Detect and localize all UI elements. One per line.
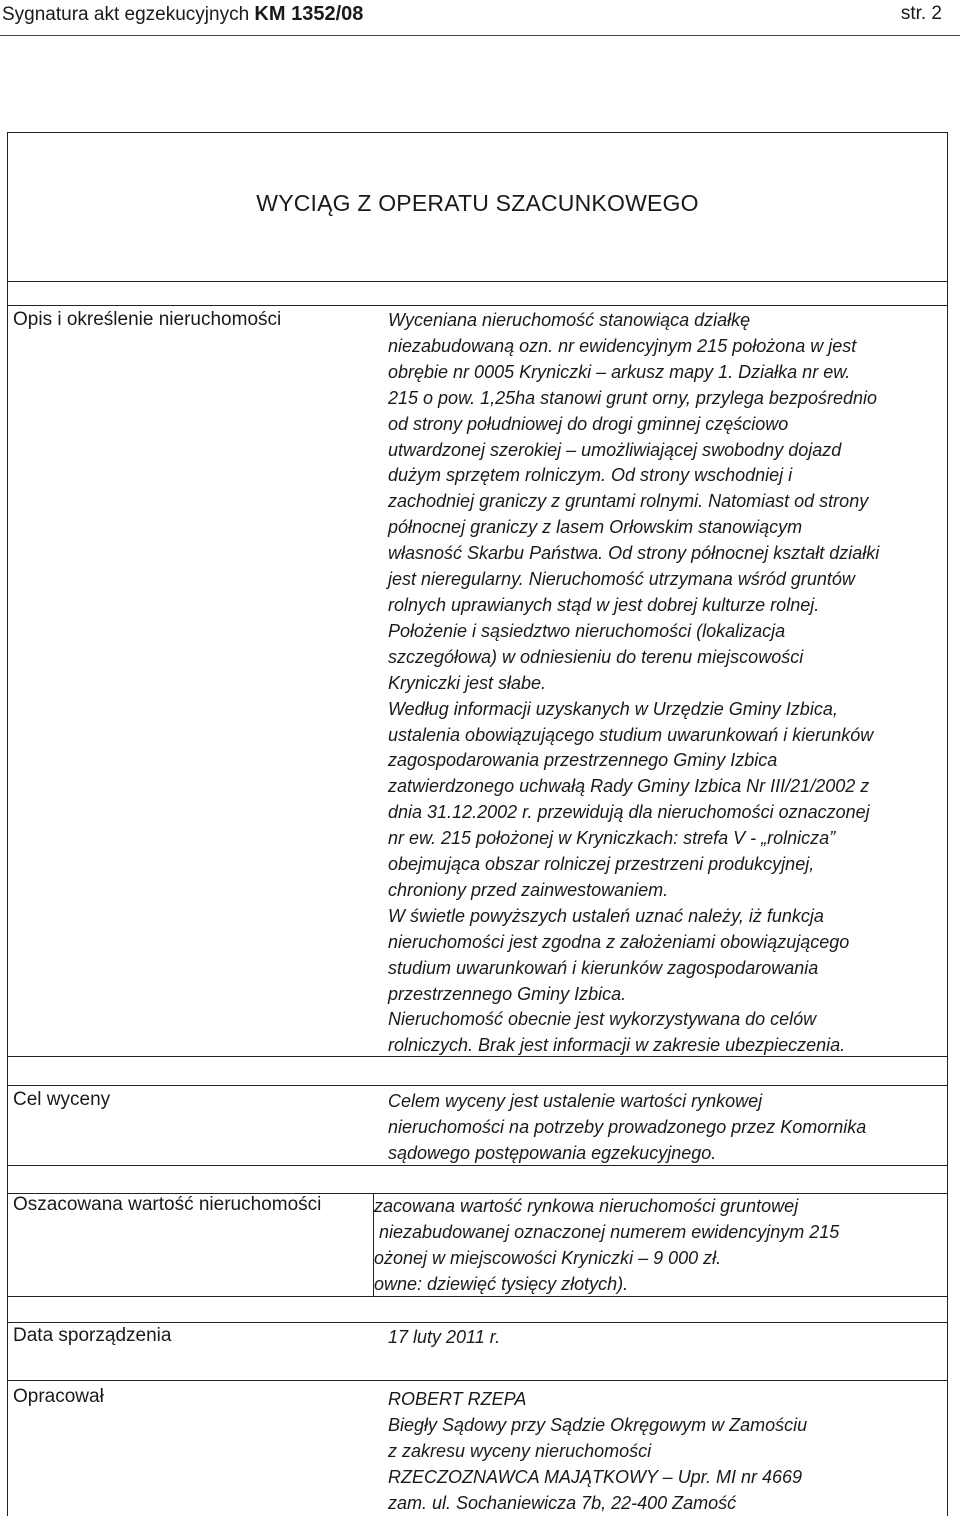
signature-value: KM 1352/08	[254, 3, 364, 25]
text-line: zam. ul. Sochaniewicza 7b, 22-400 Zamość	[388, 1492, 737, 1513]
text-line: Według informacji uzyskanych w Urzędzie Gminy Izbica,	[388, 698, 838, 719]
text-line: jest nieregularny. Nieruchomość utrzymana wśród gruntów	[388, 569, 855, 590]
text-line: obejmująca obszar rolniczej przestrzeni produkcyjnej,	[388, 854, 815, 875]
text-line: zachodniej graniczy z gruntami rolnymi. Natomiast od strony	[388, 491, 869, 512]
description-text	[388, 308, 948, 1059]
text-line: RZECZOZNAWCA MAJĄTKOWY – Upr. MI nr 4669	[388, 1466, 803, 1487]
text-line: chroniony przed zainwestowaniem.	[388, 879, 669, 900]
text-line: niezabudowanej oznaczonej numerem ewidencyjnym 215	[374, 1221, 840, 1242]
text-line: Celem wyceny jest ustalenie wartości rynkowej	[388, 1091, 763, 1111]
page-number: str. 2	[900, 3, 942, 24]
value-text	[374, 1194, 944, 1298]
text-line: zatwierdzonego uchwałą Rady Gminy Izbica Nr III/21/2002 z	[388, 776, 870, 797]
text-line: Nieruchomość obecnie jest wykorzystywana do celów	[388, 1009, 817, 1030]
document-title: WYCIĄG Z OPERATU SZACUNKOWEGO	[256, 190, 699, 216]
text-line: północnej graniczy z lasem Orłowskim stanowiącym	[388, 517, 803, 538]
text-line: dnia 31.12.2002 r. przewidują dla nieruchomości oznaczonej	[388, 802, 870, 823]
text-line: nr ew. 215 położonej w Kryniczkach: strefa V - „rolnicza”	[388, 828, 836, 849]
row-divider	[7, 281, 948, 282]
text-line: utwardzonej szerokiej – umożliwiającej swobodny dojazd	[388, 439, 842, 460]
label-data: Data sporządzenia	[13, 1325, 172, 1346]
text-line: własność Skarbu Państwa. Od strony północnej kształt działki	[388, 543, 880, 564]
text-line: ROBERT RZEPA	[388, 1389, 527, 1409]
text-line: owne: dziewięć tysięcy złotych).	[374, 1273, 629, 1294]
text-line: studium uwarunkowań i kierunków zagospodarowania	[388, 957, 819, 978]
text-line: ożonej w miejscowości Kryniczki – 9 000 zł.	[374, 1247, 722, 1268]
signature-label: Sygnatura akt egzekucyjnych	[2, 4, 250, 25]
text-line: nieruchomości na potrzeby prowadzonego przez Komornika	[388, 1116, 867, 1137]
text-line: zagospodarowania przestrzennego Gminy Izbica	[388, 750, 778, 771]
purpose-text	[388, 1089, 948, 1167]
row-divider	[7, 1322, 948, 1323]
text-line: Biegły Sądowy przy Sądzie Okręgowym w Zamościu	[388, 1414, 808, 1435]
text-line: od strony południowej do drogi gminnej częściowo	[388, 413, 789, 434]
text-line: przestrzennego Gminy Izbica.	[388, 983, 627, 1004]
author-text	[388, 1387, 948, 1517]
label-opracowal: Opracował	[13, 1386, 104, 1407]
text-line: niezabudowaną ozn. nr ewidencyjnym 215 położona w jest	[388, 335, 857, 356]
text-line: zacowana wartość rynkowa nieruchomości gruntowej	[374, 1196, 799, 1216]
text-line: 17 luty 2011 r.	[388, 1327, 501, 1347]
page-header	[0, 0, 960, 36]
text-line: ustalenia obowiązującego studium uwarunkowań i kierunków	[388, 724, 874, 745]
text-line: sądowego postępowania egzekucyjnego.	[388, 1142, 717, 1163]
text-line: Wyceniana nieruchomość stanowiąca działkę	[388, 310, 751, 330]
row-divider	[7, 1085, 948, 1086]
label-opis: Opis i określenie nieruchomości	[13, 309, 282, 330]
case-signature	[2, 3, 363, 26]
text-line: dużym sprzętem rolniczym. Od strony wschodniej i	[388, 465, 793, 486]
header-divider	[0, 35, 960, 36]
row-divider	[7, 1380, 948, 1381]
row-divider	[7, 305, 948, 306]
text-line: W świetle powyższych ustaleń uznać należy, iż funkcja	[388, 905, 824, 926]
date-value	[388, 1325, 948, 1351]
label-cel: Cel wyceny	[13, 1089, 111, 1110]
label-wartosc: Oszacowana wartość nieruchomości	[13, 1194, 322, 1215]
text-line: Położenie i sąsiedztwo nieruchomości (lokalizacja	[388, 620, 786, 641]
text-line: nieruchomości jest zgodna z założeniami obowiązującego	[388, 931, 850, 952]
text-line: z zakresu wyceny nieruchomości	[388, 1440, 652, 1461]
text-line: obrębie nr 0005 Kryniczki – arkusz mapy 1. Działka nr ew.	[388, 361, 851, 382]
text-line: szczegółowa) w odniesieniu do terenu miejscowości	[388, 646, 804, 667]
text-line: rolniczych. Brak jest informacji w zakresie ubezpieczenia.	[388, 1035, 846, 1056]
text-line: rolnych uprawianych stąd w jest dobrej kulturze rolnej.	[388, 594, 820, 615]
text-line: Kryniczki jest słabe.	[388, 672, 547, 693]
text-line: 215 o pow. 1,25ha stanowi grunt orny, przylega bezpośrednio	[388, 387, 877, 408]
